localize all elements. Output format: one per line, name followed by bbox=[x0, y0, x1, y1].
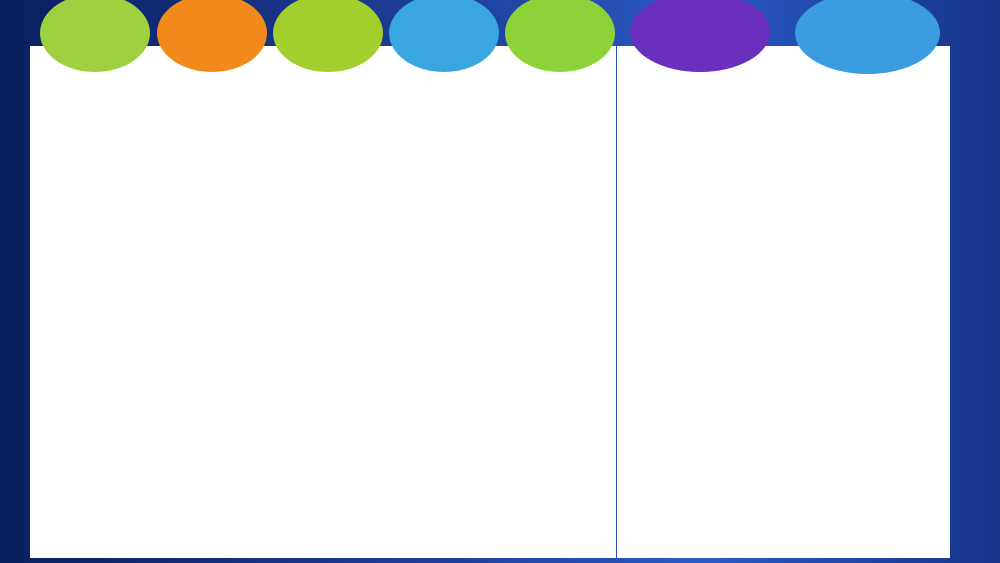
side-title-right bbox=[962, 0, 1000, 563]
doctor-table bbox=[617, 46, 950, 558]
side-title-left bbox=[0, 0, 30, 563]
schedule-table bbox=[30, 46, 616, 558]
